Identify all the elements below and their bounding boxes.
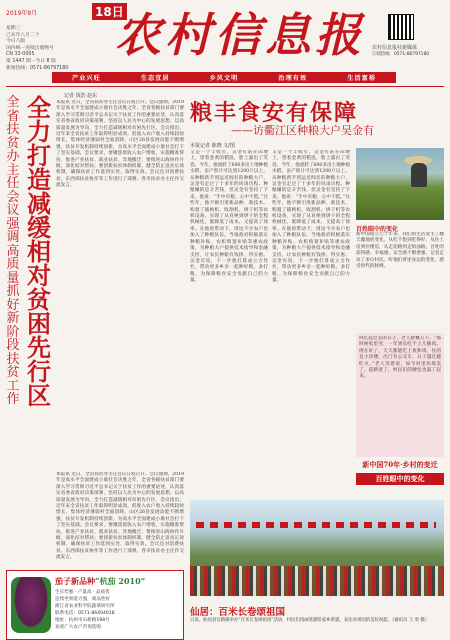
anniversary-banner: 新中国70年·乡村的变迁 — [362, 460, 438, 469]
right-column-body: 新中国成立七十年来，我们的生活发生了翻天覆地的变化。从吃不饱到吃得好，从住土房到住楼房，从走泥路到走柏油路，百姓的获得感、幸福感、安全感不断增强。记者走访了多位村民，听他们讲述身边的变化，感受时代的脉搏。 — [356, 232, 444, 270]
right-column-title: 百姓眼中的变化 — [356, 226, 399, 233]
anniversary-subbanner: 百姓眼中的变化 — [356, 473, 444, 485]
qr-sub-label: 订阅热线：0571-86797180 — [372, 52, 430, 57]
qr-label: 农村信息报社新媒体 — [372, 45, 418, 51]
section-nav — [52, 72, 396, 83]
ad-line: 生长势强 · 产量高 · 品质优 — [55, 590, 110, 595]
center-article-body-col1: 又是一个丰收年，吴金有站在田埂上，望着金黄的稻浪，脸上露出了笑容。今年，他流转了600多亩土地种植水稻，亩产预计可达到1200斤以上。从种粮新手到远近闻名的种粮大户，吴金有走过了十多年的风雨历程。种粮赚的是辛苦钱，但吴金有坚持了下来，他说：“手中有粮，心中不慌。”这些年，他不断引进新品种、新技术，购置了插秧机、收割机、烘干机等农机设备，实现了从育秧到烘干的全程机械化，既降低了成本，又提高了效率。在他的带动下，周边不少农户也加入了种粮队伍。当地政府积极落实种粮补贴、农机购置补贴等惠农政策，为种粮大户提供技术指导和金融支持，让农民种粮有钱挣、得实惠。吴金有说，下一步他打算成立合作社，带动更多乡亲一起种好粮、多打粮，为保障粮食安全贡献自己的力量。 — [190, 150, 268, 284]
ad-line: 连续坐果能力强，商品性好 — [55, 597, 111, 602]
issue-meta — [6, 26, 68, 72]
crowd-shape — [190, 566, 444, 596]
left-article-byline: 记者 钱浩 赵东 — [64, 93, 98, 99]
meta-line: 国内统一连续出版物号 — [6, 45, 54, 51]
center-article-headline: 粮丰食安有保障 — [190, 100, 359, 126]
nav-item[interactable]: 生活富裕 — [347, 75, 376, 82]
nav-item[interactable]: 生态宜居 — [140, 75, 170, 82]
scroll-painting-photo — [190, 500, 444, 596]
photo-caption-headline: 仙居：百米长卷颂祖国 — [190, 607, 286, 618]
left-article-subhead: 全省扶贫办主任会议强调高质量抓好新阶段扶贫工作 — [6, 95, 20, 407]
ad-title — [55, 576, 145, 587]
issue-day-badge: 18日 — [92, 3, 127, 20]
left-article-body: 本报讯 近日，全省扶贫办主任会议在杭召开。会议强调，2019年是高水平全面建成小康社会决胜之年，全省各级扶贫部门要深入学习贯彻习近平总书记关于扶贫工作的重要论述，认真落实省委省政府决策部署，坚持以人民为中心的发展思想，以高质量发展为导向，全力打造减缓相对贫困先行区。会议指出，近年来全省扶贫工作取得明显成效，低收入农户收入持续较快增长，集体经济薄弱村全面消除，山区26县发展动能不断增强，扶贫开发机制持续创新，为高水平全面建成小康社会打下了坚实基础。会议要求，要聚焦低收入农户增收，实施精准帮扶，推进产业扶贫、就业扶贫、异地搬迁；要推进山海协作升级，深化结对帮扶；要创新扶贫体制机制，健全防止返贫长效机制，确保扶贫工作落到实处、取得实效。会议还对消费扶贫、东西部扶贫协作等工作进行了部署。各市扶贫办主任作交流发言。 — [56, 100, 184, 189]
eggplant-advertisement[interactable] — [6, 570, 184, 640]
meta-line: CN 33-0005 — [6, 52, 35, 58]
center-article-byline: 本报记者 陈晓 文/图 — [190, 143, 235, 149]
eggplant-icon — [11, 577, 51, 633]
person-shape — [411, 163, 427, 187]
center-article-subhead: ——访衢江区种粮大户吴金有 — [231, 124, 374, 137]
left-article-headline: 全力打造减缓相对贫困先行区 — [27, 93, 51, 410]
meta-line: 新闻热线：0571-86797180 — [6, 65, 69, 71]
divider — [6, 86, 444, 87]
ad-line: 联系电话：0571-86404018 — [55, 611, 115, 616]
flags-shape — [196, 522, 436, 528]
meta-line: 星期三 — [6, 26, 21, 31]
masthead — [0, 0, 450, 72]
ad-line: 欢迎广大农户咨询选购 — [55, 625, 101, 630]
issue-date: 2019年9月 — [6, 10, 38, 17]
photo-caption-text: 日前，仙居县官路镇举办“百米长卷颂祖国”活动，村民们用画笔描绘家乡新貌，表达对祖国的美好祝愿。（通讯员 王 勇 摄） — [190, 618, 430, 623]
nav-item[interactable]: 产业兴旺 — [72, 75, 101, 82]
ad-title-main: 茄子新品种 — [55, 576, 95, 586]
ad-line: 地址：杭州市石桥路198号 — [55, 618, 110, 623]
farmer-photo — [356, 148, 444, 220]
ad-line: 浙江省农业科学院蔬菜研究所 — [55, 604, 115, 609]
nav-item[interactable]: 治理有效 — [278, 75, 308, 82]
meta-line: 第 1447 期 · 今日 8 版 — [6, 58, 56, 64]
meta-line: 己亥年八月二十 — [6, 32, 40, 38]
right-feature-box — [356, 333, 444, 457]
center-article-body-col2: 又是一个丰收年，吴金有站在田埂上，望着金黄的稻浪，脸上露出了笑容。今年，他流转了600多亩土地种植水稻，亩产预计可达到1200斤以上。从种粮新手到远近闻名的种粮大户，吴金有走过了十多年的风雨历程。种粮赚的是辛苦钱，但吴金有坚持了下来，他说：“手中有粮，心中不慌。”这些年，他不断引进新品种、新技术，购置了插秧机、收割机、烘干机等农机设备，实现了从育秧到烘干的全程机械化，既降低了成本，又提高了效率。在他的带动下，周边不少农户也加入了种粮队伍。当地政府积极落实种粮补贴、农机购置补贴等惠农政策，为种粮大户提供技术指导和金融支持，让农民种粮有钱挣、得实惠。吴金有说，下一步他打算成立合作社，带动更多乡亲一起种好粮、多打粮，为保障粮食安全贡献自己的力量。 — [272, 150, 350, 284]
qr-code-icon[interactable] — [388, 14, 414, 40]
right-feature-body: 回忆起过去的日子，老人感慨万千。“那时候家里穷，一年到头吃不上几顿肉。现在好了，天天都能吃上鱼和肉，住的是小洋楼，出门有公交车，日子越过越红火。”老人笑着说，如今村里环境美了，道路宽了，村民们的腰包也鼓了起来。 — [359, 336, 441, 380]
nav-item[interactable]: 乡风文明 — [209, 75, 239, 82]
newspaper-title: 农村信息报 — [115, 8, 365, 62]
meta-line: 今日八版 — [6, 39, 26, 45]
ad-title-variety: “杭茄 2010” — [95, 576, 146, 586]
left-article-body-continued: 本报讯 近日，全省扶贫办主任会议在杭召开。会议强调，2019年是高水平全面建成小康社会决胜之年，全省各级扶贫部门要深入学习贯彻习近平总书记关于扶贫工作的重要论述，认真落实省委省政府决策部署，坚持以人民为中心的发展思想，以高质量发展为导向，全力打造减缓相对贫困先行区。会议指出，近年来全省扶贫工作取得明显成效，低收入农户收入持续较快增长，集体经济薄弱村全面消除，山区26县发展动能不断增强，扶贫开发机制持续创新，为高水平全面建成小康社会打下了坚实基础。会议要求，要聚焦低收入农户增收，实施精准帮扶，推进产业扶贫、就业扶贫、异地搬迁；要推进山海协作升级，深化结对帮扶；要创新扶贫体制机制，健全防止返贫长效机制，确保扶贫工作落到实处、取得实效。会议还对消费扶贫、东西部扶贫协作等工作进行了部署。各市扶贫办主任作交流发言。 — [56, 472, 184, 561]
